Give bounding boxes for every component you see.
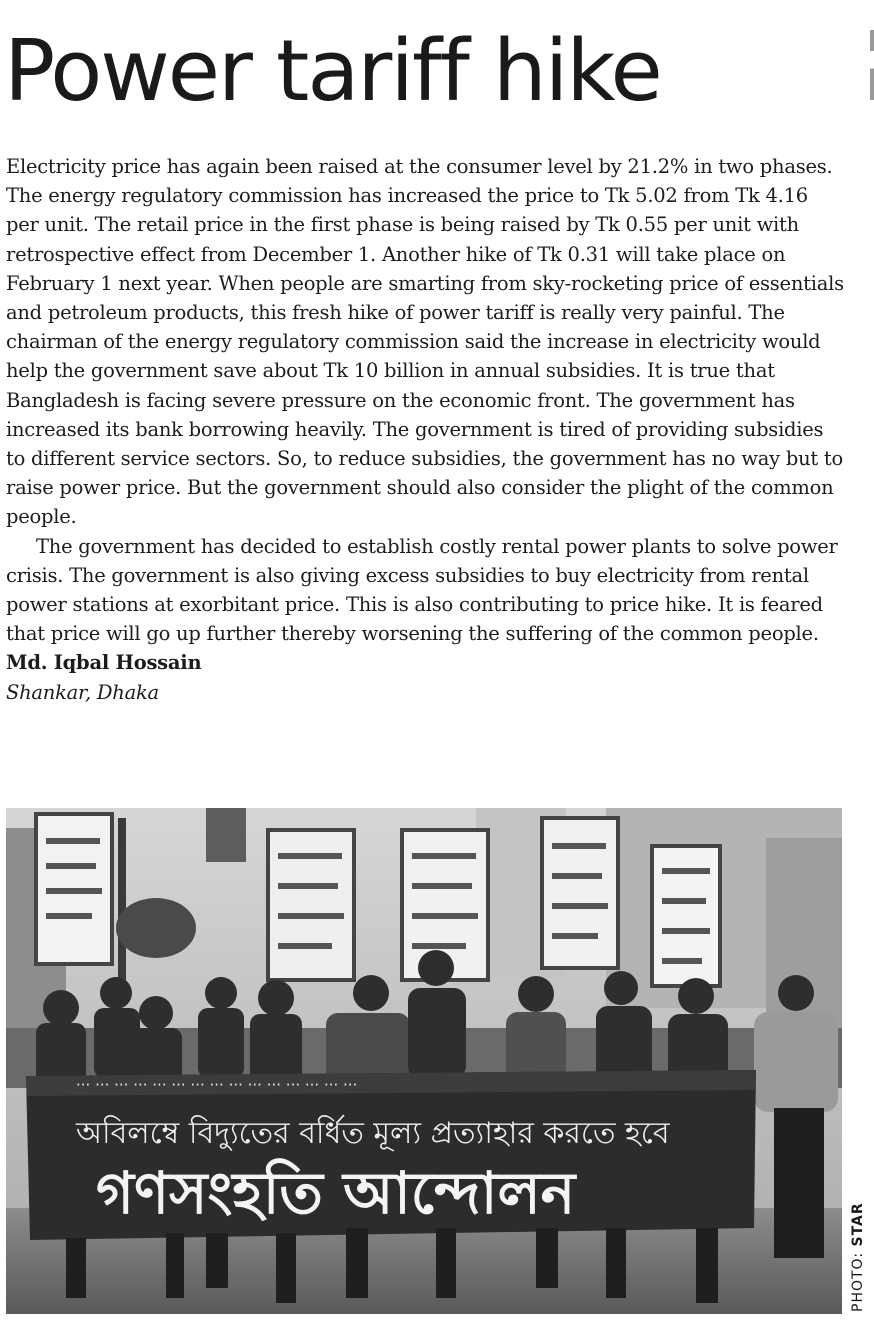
letter-body xyxy=(6,152,844,707)
banner-top-strip: ··· ··· ··· ··· ··· ··· ··· ··· ··· ··· ··· ··· ··· ··· ··· xyxy=(76,1076,358,1094)
protest-photo-illustration xyxy=(6,808,842,1314)
protest-photo xyxy=(6,808,842,1314)
letter-location: Shankar, Dhaka xyxy=(6,680,159,704)
letter-paragraph-1: Electricity price has again been raised at the consumer level by 21.2% in two phases. The energy regulatory commission has increased the price to Tk 5.02 from Tk 4.16 per unit. The retail price in the first phase is being raised by Tk 0.55 per unit with retrospective effect from December 1. Another hike of Tk 0.31 will take place on February 1 next year. When people are smarting from sky-rocketing price of essentials and petroleum products, this fresh hike of power tariff is really very painful. The chairman of the energy regulatory commission said the increase in electricity would help the government save about Tk 10 billion in annual subsidies. It is true that Bangladesh is facing severe pressure on the economic front. The government has increased its bank borrowing heavily. The government is tired of providing subsidies to different service sectors. So, to reduce subsidies, the government has no way but to raise power price. But the government should also consider the plight of the common people. xyxy=(6,155,844,529)
photo-credit-prefix: PHOTO: xyxy=(850,1246,866,1312)
letter-paragraph-2: The government has decided to establish costly rental power plants to solve power crisis. The government is also giving excess subsidies to buy electricity from rental power stations at exorbitant price. This is also contributing to price hike. It is feared that price will go up further thereby worsening the suffering of the common people. xyxy=(6,534,838,646)
banner-line-2: গণসংহতি আন্দোলন xyxy=(96,1159,576,1227)
article-headline: Power tariff hike xyxy=(4,22,661,121)
banner-line-1: অবিলম্বে বিদ্যুতের বর্ধিত মূল্য প্রত্যাহার করতে হবে xyxy=(76,1116,670,1151)
adjacent-column-edge xyxy=(870,30,874,100)
photo-credit xyxy=(850,1202,866,1312)
letter-author: Md. Iqbal Hossain xyxy=(6,651,202,675)
photo-credit-source: STAR xyxy=(850,1202,866,1247)
